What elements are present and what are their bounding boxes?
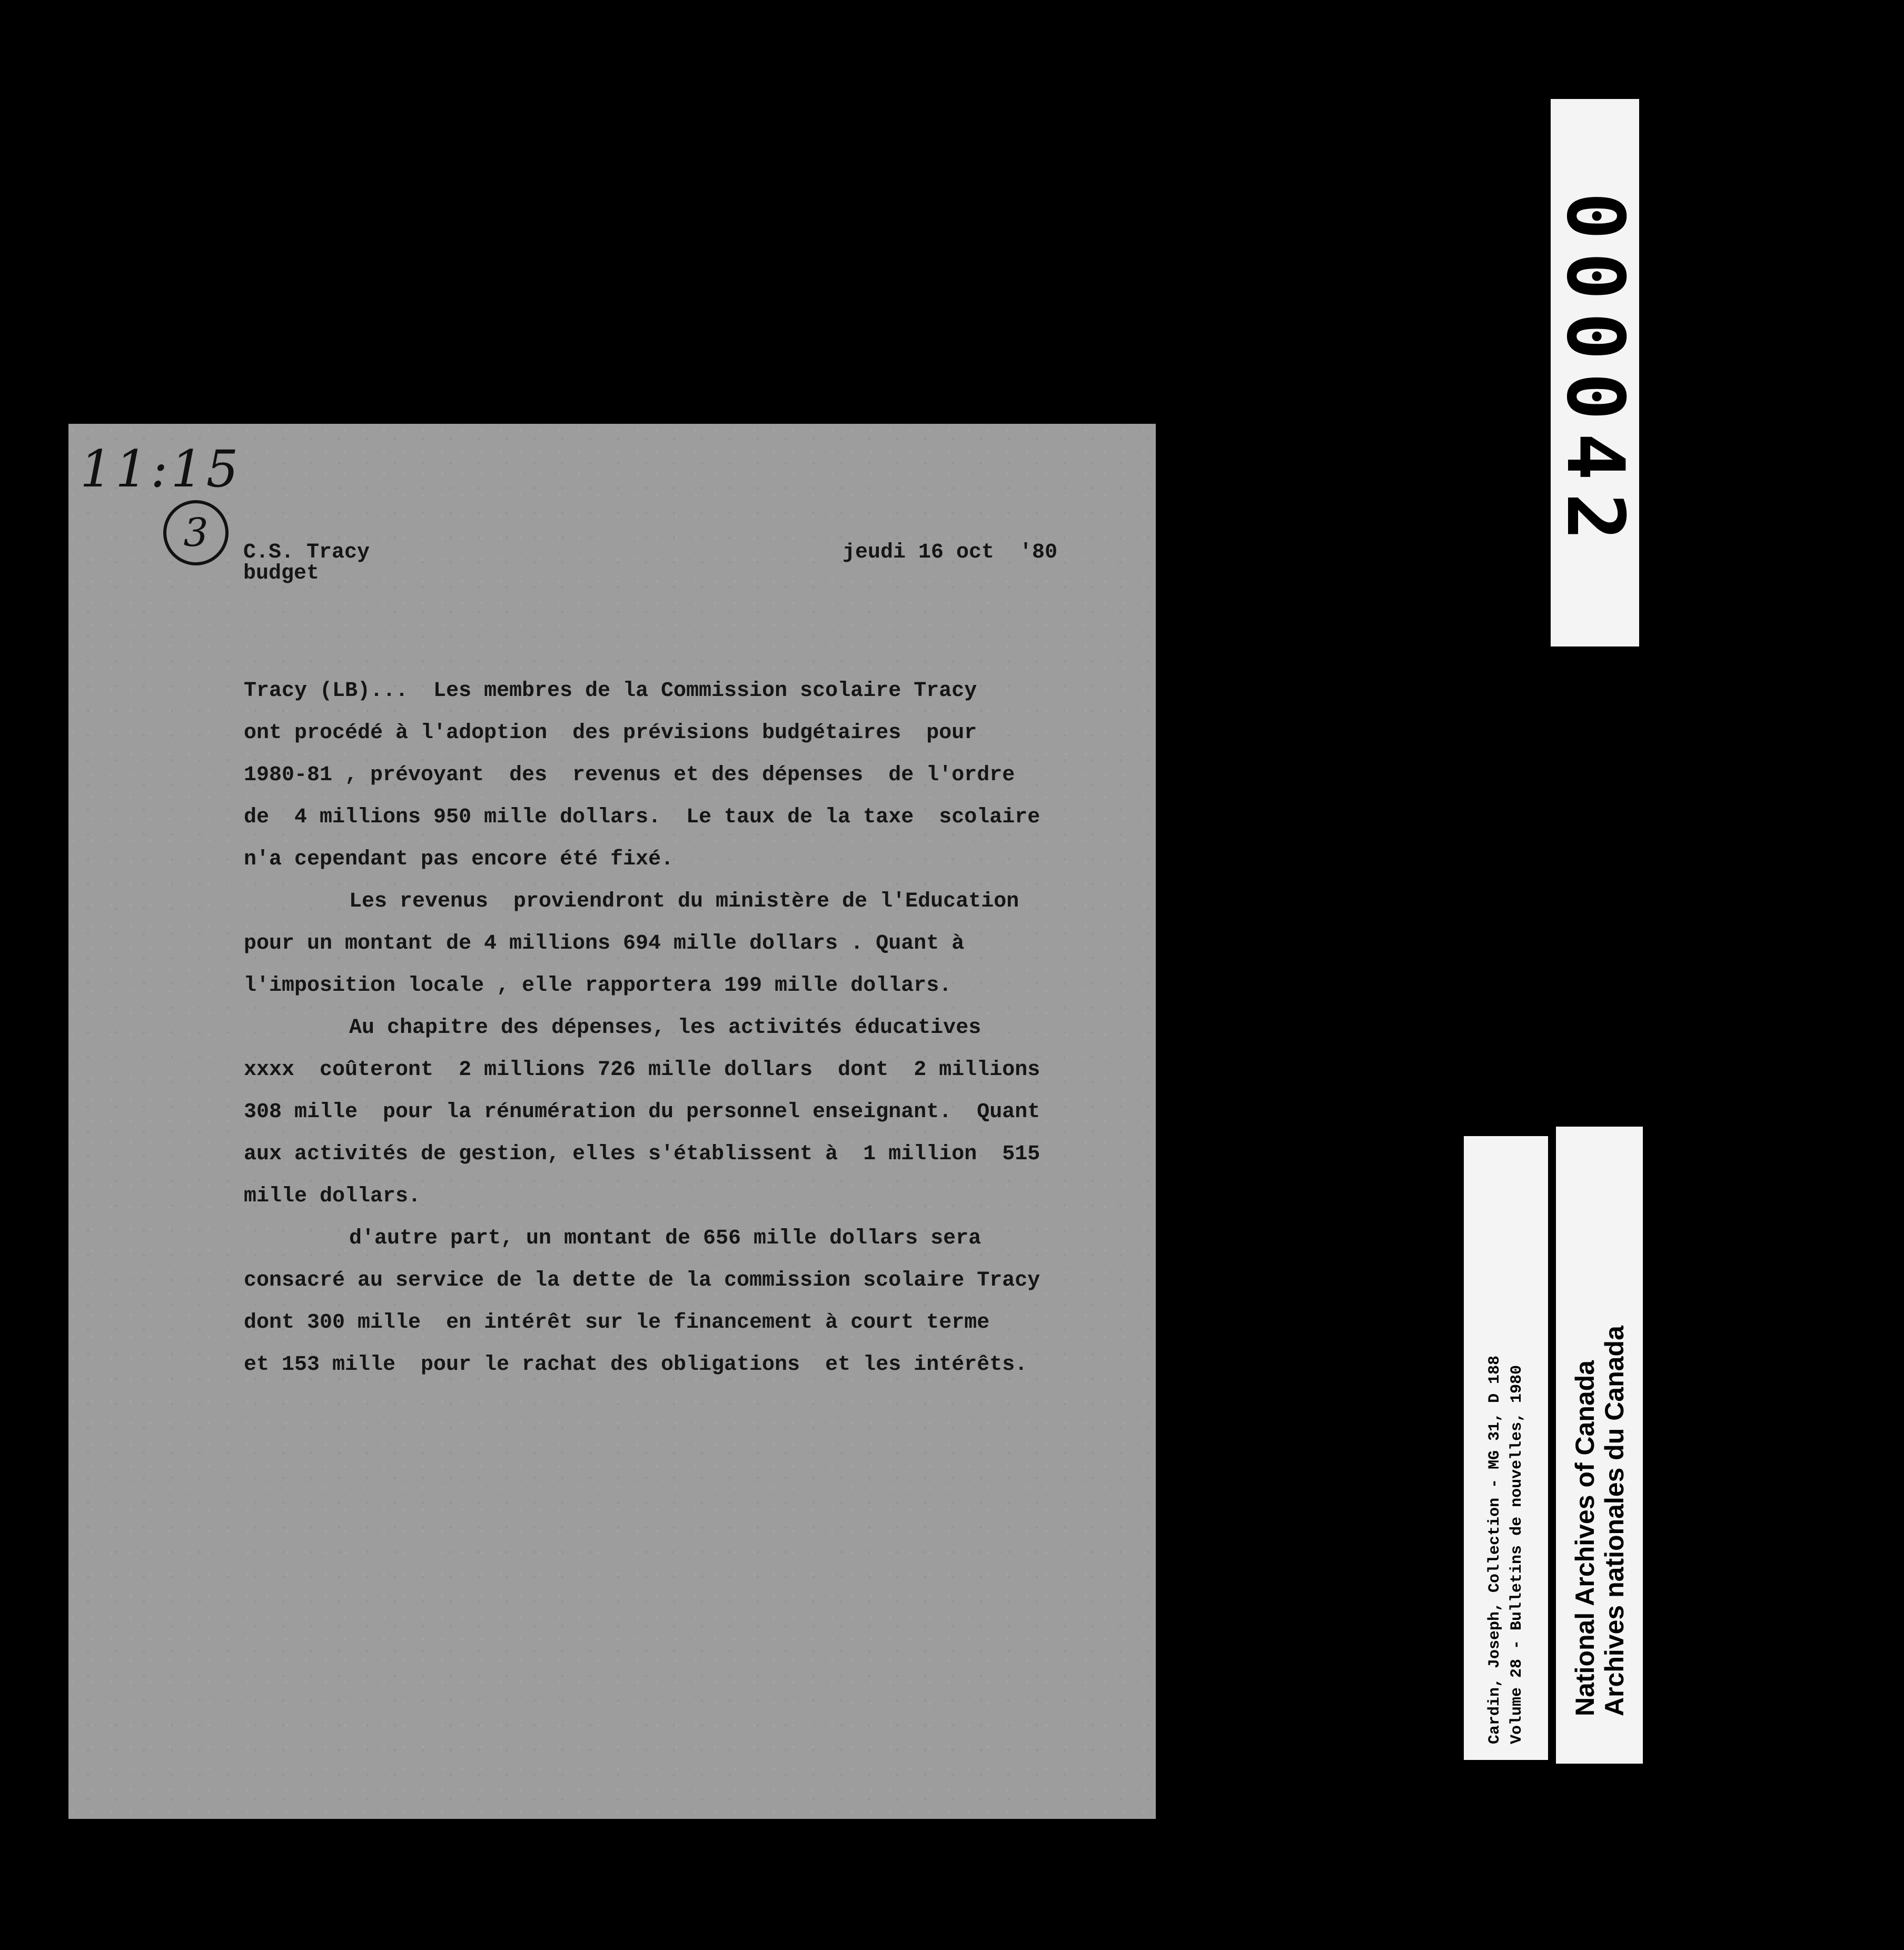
header-subject: budget (243, 562, 320, 585)
body-line: consacré au service de la dette de la commission scolaire Tracy (244, 1269, 1040, 1292)
typed-document-page (68, 424, 1156, 1819)
body-line: n'a cependant pas encore été fixé. (244, 848, 674, 871)
body-line: 1980-81 , prévoyant des revenus et des dépenses de l'ordre (244, 763, 1015, 787)
handwritten-circled-number: 3 (163, 500, 229, 565)
header-organization: C.S. Tracy (243, 541, 370, 564)
institution-label (1556, 1127, 1643, 1764)
header-date: jeudi 16 oct '80 (842, 541, 1058, 564)
collection-label-line: Cardin, Joseph, Collection - MG 31, D 188 (1486, 1355, 1504, 1744)
body-line: d'autre part, un montant de 656 mille dollars sera (349, 1227, 981, 1250)
institution-name-french: Archives nationales du Canada (1599, 1326, 1629, 1716)
body-line: Au chapitre des dépenses, les activités éducatives (349, 1016, 981, 1040)
archive-frame-number: 000042 (1549, 192, 1641, 553)
body-line: aux activités de gestion, elles s'établissent à 1 million 515 (244, 1142, 1040, 1166)
collection-label (1464, 1136, 1548, 1760)
body-line: l'imposition locale , elle rapportera 199 mille dollars. (244, 974, 952, 998)
body-line: ont procédé à l'adoption des prévisions budgétaires pour (244, 721, 977, 745)
body-line: Tracy (LB)... Les membres de la Commission scolaire Tracy (244, 679, 977, 703)
body-line: 308 mille pour la rénumération du personnel enseignant. Quant (244, 1100, 1040, 1124)
collection-label-line: Volume 28 - Bulletins de nouvelles, 1980 (1508, 1365, 1526, 1744)
body-line: dont 300 mille en intérêt sur le financement à court terme (244, 1311, 990, 1335)
body-line: Les revenus proviendront du ministère de l'Education (349, 890, 1019, 913)
body-line: et 153 mille pour le rachat des obligations et les intérêts. (244, 1353, 1028, 1377)
archive-frame-number-strip (1551, 99, 1639, 646)
body-line: pour un montant de 4 millions 694 mille dollars . Quant à (244, 932, 965, 956)
body-line: de 4 millions 950 mille dollars. Le taux de la taxe scolaire (244, 805, 1040, 829)
institution-name-english: National Archives of Canada (1570, 1360, 1600, 1716)
body-line: xxxx coûteront 2 millions 726 mille dollars dont 2 millions (244, 1058, 1040, 1082)
handwritten-time-note: 11:15 (80, 440, 242, 499)
body-line: mille dollars. (244, 1185, 421, 1208)
